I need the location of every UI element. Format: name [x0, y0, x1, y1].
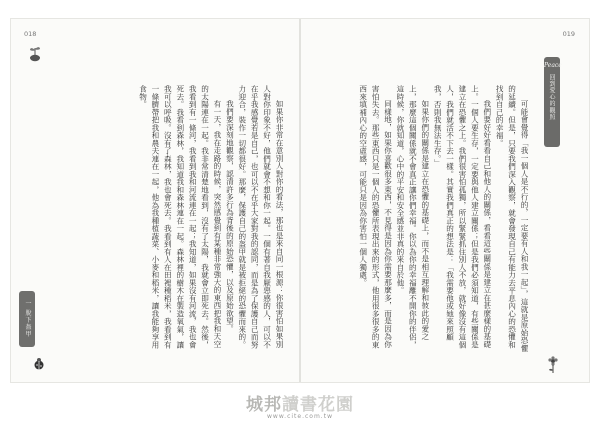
watermark	[225, 390, 375, 420]
header-series: Peace	[544, 62, 562, 69]
body-paragraph: 同樣地，如果你喜歡很多東西，不見得是因為你需要那麼多，而是因為你害怕失去。那些東西只是一個人的恐懼所表現出來的形式，他用很多很多的東西來填補內心的空虛感，可能只是因為你害怕一個人獨處。	[358, 85, 393, 349]
ladybug-doodle-icon	[32, 357, 46, 371]
body-paragraph: 如果你非常在意別人對你的看法，那也是來自同一根源：你很害怕如果別人對你印象不好，他們就會不想和你一起。一個有著自我厭惡感的人，可以不在乎我感覺若是自己，也可以不在乎大家對我的認同，而是為了保護自己而努力迎合，裝作一切都很好。那麼，保護自己的盔甲就是被拒絕的恐懼而來的。	[237, 85, 284, 349]
right-page	[300, 19, 589, 382]
body-paragraph: 我們要深刻地觀察，認清許多行為背後的原始恐懼，以及原始欲望。	[225, 100, 235, 333]
section-tab-label: 一 脫下盔甲	[24, 300, 31, 338]
watermark-highlight: 讀書花園	[282, 395, 354, 415]
right-page-text	[314, 85, 530, 353]
page-number-right: 019	[562, 30, 575, 38]
sprout-doodle-icon	[26, 45, 44, 63]
section-tab	[19, 291, 35, 347]
body-paragraph: 如果你們的關係是建立在恐懼的基礎上，而不是相互理解和彼此的愛之上，那麼這個關係就不會真正讓你們幸福。你以為你的幸福離不開你的伴侶，這時候，你就知道，心中的平安和安全感並非真的來自於他。	[395, 85, 430, 349]
book-spread	[11, 19, 589, 382]
watermark-url: www.cite.com.tw	[267, 413, 333, 420]
left-page	[11, 19, 300, 382]
header-chapter-title: 回到愛心的觀照	[548, 74, 555, 121]
watermark-prefix: 城邦	[246, 395, 282, 415]
left-page-text	[67, 85, 285, 353]
body-paragraph: 有一天，我在走路的時候，突然感覺到有某種非常強大的東西把我和天空的太陽連在一起。我非常清楚地看到，沒有了太陽，我就會立即死去。然後，我看到有一條河，我看到我和河流連在一起；我知道，如果沒有河流，我也會死去。我看到森林，我知道我和森林連在一起。森林裡的樹木在製造氧氣，讓我可以呼吸。沒有了森林，我也會死去。我看到有人在田裡種稻米，我看到有一條臍帶把我和農夫連在一起，他為我種植蔬菜、小麥和稻米，讓我能夠享用食物。	[138, 85, 222, 349]
chapter-header	[544, 57, 560, 147]
body-paragraph: 我們要好好看看自己和他人的關係，看看這些關係是建立在甚麼樣的基礎上。一個人要生存，一定要與他人建立關係；但是我們必須知道，有些關係是建立在恐懼之上。我們很害怕孤獨，所以緊緊抓住別人不放，就好像沒有這個人，我們就活不下去一樣。其實我們真正的想法是：「我需要他或她來照顧我，否則我無法生存。」	[433, 85, 492, 349]
body-paragraph: 可能會覺得「我一個人是不行的，一定要有人和我一起」，這就是原始恐懼的延續。但是，只要我們深入觀察，就會發現自己有能力去平息內心的恐懼和找到自己的幸福。	[495, 85, 529, 353]
page-number-left: 018	[24, 30, 37, 38]
flower-doodle-icon	[544, 355, 562, 375]
watermark-text	[225, 390, 375, 415]
